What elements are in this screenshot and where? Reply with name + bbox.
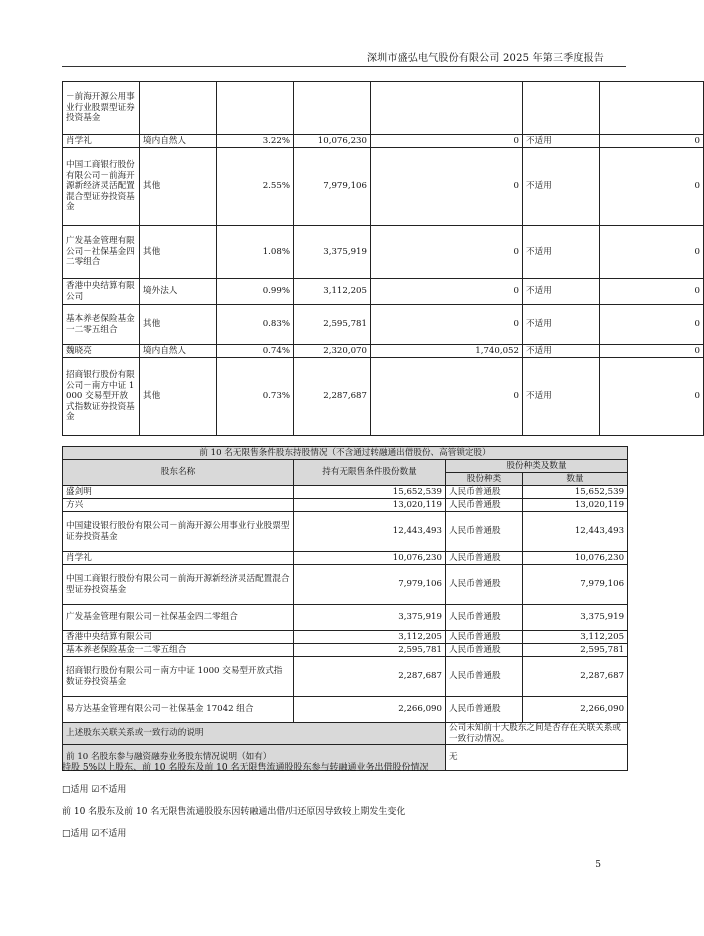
unrestricted-count: 13,020,119	[523, 499, 628, 512]
table-row	[63, 697, 628, 723]
holder-restricted: 1,740,052	[371, 345, 523, 358]
unrestricted-kind: 人民币普通股	[446, 512, 523, 552]
page-number: 5	[595, 860, 601, 870]
holder-shares: 3,375,919	[294, 226, 371, 279]
holder-status: 不适用	[523, 135, 600, 148]
holder-name: 招商银行股份有限公司－南方中证 1000 交易型开放式指数证券投资基金	[63, 358, 140, 436]
unrestricted-kind: 人民币普通股	[446, 644, 523, 657]
holder-restricted: 0	[371, 305, 523, 345]
holder-type: 境外法人	[140, 279, 217, 305]
holder-restricted: 0	[371, 279, 523, 305]
lending-option: □适用 ☑不适用	[62, 785, 127, 795]
holder-ratio: 0.99%	[217, 279, 294, 305]
holder-count: 0	[600, 345, 704, 358]
holder-ratio: 0.74%	[217, 345, 294, 358]
holder-name: 香港中央结算有限公司	[63, 279, 140, 305]
table-row	[63, 565, 628, 605]
holder-ratio: 0.83%	[217, 305, 294, 345]
unrestricted-qty: 15,652,539	[294, 486, 446, 499]
unrestricted-kind: 人民币普通股	[446, 697, 523, 723]
table-row	[63, 605, 628, 631]
table-row	[63, 631, 628, 644]
unrestricted-qty: 13,020,119	[294, 499, 446, 512]
holder-type: 境内自然人	[140, 345, 217, 358]
unrestricted-name: 广发基金管理有限公司－社保基金四二零组合	[63, 605, 294, 631]
col-header-kind: 股份种类	[446, 473, 523, 486]
table-row	[63, 657, 628, 697]
holder-type: 其他	[140, 226, 217, 279]
holder-shares: 10,076,230	[294, 135, 371, 148]
table-row	[63, 345, 704, 358]
holder-ratio: 2.55%	[217, 148, 294, 226]
table-row	[63, 148, 704, 226]
holder-restricted: 0	[371, 148, 523, 226]
header-divider	[62, 66, 626, 67]
holder-ratio: 0.73%	[217, 358, 294, 436]
unrestricted-qty: 3,375,919	[294, 605, 446, 631]
report-header-title: 深圳市盛弘电气股份有限公司 2025 年第三季度报告	[366, 53, 604, 64]
holder-type: 其他	[140, 148, 217, 226]
holder-name: 广发基金管理有限公司－社保基金四二零组合	[63, 226, 140, 279]
holder-type: 其他	[140, 305, 217, 345]
change-option: □适用 ☑不适用	[62, 829, 127, 839]
unrestricted-name: 中国工商银行股份有限公司－前海开源新经济灵活配置混合型证券投资基金	[63, 565, 294, 605]
unrestricted-kind: 人民币普通股	[446, 486, 523, 499]
holder-count: 0	[600, 226, 704, 279]
unrestricted-name: 招商银行股份有限公司－南方中证 1000 交易型开放式指数证券投资基金	[63, 657, 294, 697]
holder-status: 不适用	[523, 305, 600, 345]
unrestricted-count: 2,266,090	[523, 697, 628, 723]
section-title-row	[63, 447, 628, 460]
unrestricted-kind: 人民币普通股	[446, 605, 523, 631]
unrestricted-kind: 人民币普通股	[446, 631, 523, 644]
table-row	[63, 512, 628, 552]
table-row	[63, 358, 704, 436]
holder-status: 不适用	[523, 358, 600, 436]
unrestricted-count: 12,443,493	[523, 512, 628, 552]
relation-label: 上述股东关联关系或一致行动的说明	[63, 723, 446, 745]
holder-shares: 2,287,687	[294, 358, 371, 436]
unrestricted-qty: 2,595,781	[294, 644, 446, 657]
unrestricted-count: 2,595,781	[523, 644, 628, 657]
holder-shares: 7,979,106	[294, 148, 371, 226]
change-title: 前 10 名股东及前 10 名无限售流通股股东因转融通出借/归还原因导致较上期发生变化	[62, 807, 406, 817]
unrestricted-qty: 10,076,230	[294, 552, 446, 565]
holder-restricted: 0	[371, 226, 523, 279]
holder-name: 基本养老保险基金一二零五组合	[63, 305, 140, 345]
col-header-kind-group: 股份种类及数量	[446, 460, 628, 473]
holder-count: 0	[600, 358, 704, 436]
table-row	[63, 135, 704, 148]
unrestricted-count: 7,979,106	[523, 565, 628, 605]
unrestricted-name: 肖学礼	[63, 552, 294, 565]
relation-value: 公司未知前十大股东之间是否存在关联关系或一致行动情况。	[446, 723, 628, 745]
holder-name: 魏晓亮	[63, 345, 140, 358]
unrestricted-qty: 12,443,493	[294, 512, 446, 552]
unrestricted-name: 香港中央结算有限公司	[63, 631, 294, 644]
col-header-name: 股东名称	[63, 460, 294, 486]
table-row	[63, 552, 628, 565]
top-shareholders-table	[62, 81, 704, 436]
unrestricted-count: 2,287,687	[523, 657, 628, 697]
unrestricted-name: 易方达基金管理有限公司－社保基金 17042 组合	[63, 697, 294, 723]
unrestricted-name: 中国建设银行股份有限公司－前海开源公用事业行业股票型证券投资基金	[63, 512, 294, 552]
holder-count: 0	[600, 279, 704, 305]
holder-count: 0	[600, 135, 704, 148]
unrestricted-kind: 人民币普通股	[446, 499, 523, 512]
holder-count: 0	[600, 305, 704, 345]
holder-type: 其他	[140, 358, 217, 436]
section-title: 前 10 名无限售条件股东持股情况（不含通过转融通出借股份、高管锁定股）	[63, 447, 628, 460]
unrestricted-shareholders-table	[62, 446, 628, 771]
table-row	[63, 279, 704, 305]
table-row	[63, 305, 704, 345]
table-row	[63, 226, 704, 279]
holder-shares: 2,320,070	[294, 345, 371, 358]
margin-value: 无	[446, 745, 628, 771]
table-row	[63, 82, 704, 135]
unrestricted-qty: 2,287,687	[294, 657, 446, 697]
table-row	[63, 499, 628, 512]
holder-shares: 3,112,205	[294, 279, 371, 305]
unrestricted-qty: 3,112,205	[294, 631, 446, 644]
unrestricted-kind: 人民币普通股	[446, 657, 523, 697]
holder-ratio: 3.22%	[217, 135, 294, 148]
holder-status: 不适用	[523, 148, 600, 226]
relation-row	[63, 723, 628, 745]
holder-type: 境内自然人	[140, 135, 217, 148]
col-header-qty: 持有无限售条件股份数量	[294, 460, 446, 486]
holder-status: 不适用	[523, 345, 600, 358]
unrestricted-name: 盛剑明	[63, 486, 294, 499]
unrestricted-kind: 人民币普通股	[446, 565, 523, 605]
unrestricted-qty: 2,266,090	[294, 697, 446, 723]
table-row	[63, 486, 628, 499]
margin-label: 前 10 名股东参与融资融券业务股东情况说明（如有）	[63, 745, 446, 771]
unrestricted-count: 15,652,539	[523, 486, 628, 499]
holder-name: 中国工商银行股份有限公司－前海开源新经济灵活配置混合型证券投资基金	[63, 148, 140, 226]
holder-shares: 2,595,781	[294, 305, 371, 345]
unrestricted-qty: 7,979,106	[294, 565, 446, 605]
holder-name: 肖学礼	[63, 135, 140, 148]
lending-title: 持股 5%以上股东、前 10 名股东及前 10 名无限售流通股股东参与转融通业务出借股份情况	[62, 763, 429, 773]
holder-restricted: 0	[371, 135, 523, 148]
table-row	[63, 644, 628, 657]
holder-name: －前海开源公用事业行业股票型证券投资基金	[63, 82, 140, 135]
holder-ratio: 1.08%	[217, 226, 294, 279]
table-header-row	[63, 460, 628, 473]
unrestricted-kind: 人民币普通股	[446, 552, 523, 565]
unrestricted-count: 3,375,919	[523, 605, 628, 631]
holder-status: 不适用	[523, 279, 600, 305]
unrestricted-name: 方兴	[63, 499, 294, 512]
unrestricted-count: 10,076,230	[523, 552, 628, 565]
unrestricted-name: 基本养老保险基金一二零五组合	[63, 644, 294, 657]
holder-count: 0	[600, 148, 704, 226]
unrestricted-count: 3,112,205	[523, 631, 628, 644]
col-header-count: 数量	[523, 473, 628, 486]
holder-restricted: 0	[371, 358, 523, 436]
holder-status: 不适用	[523, 226, 600, 279]
